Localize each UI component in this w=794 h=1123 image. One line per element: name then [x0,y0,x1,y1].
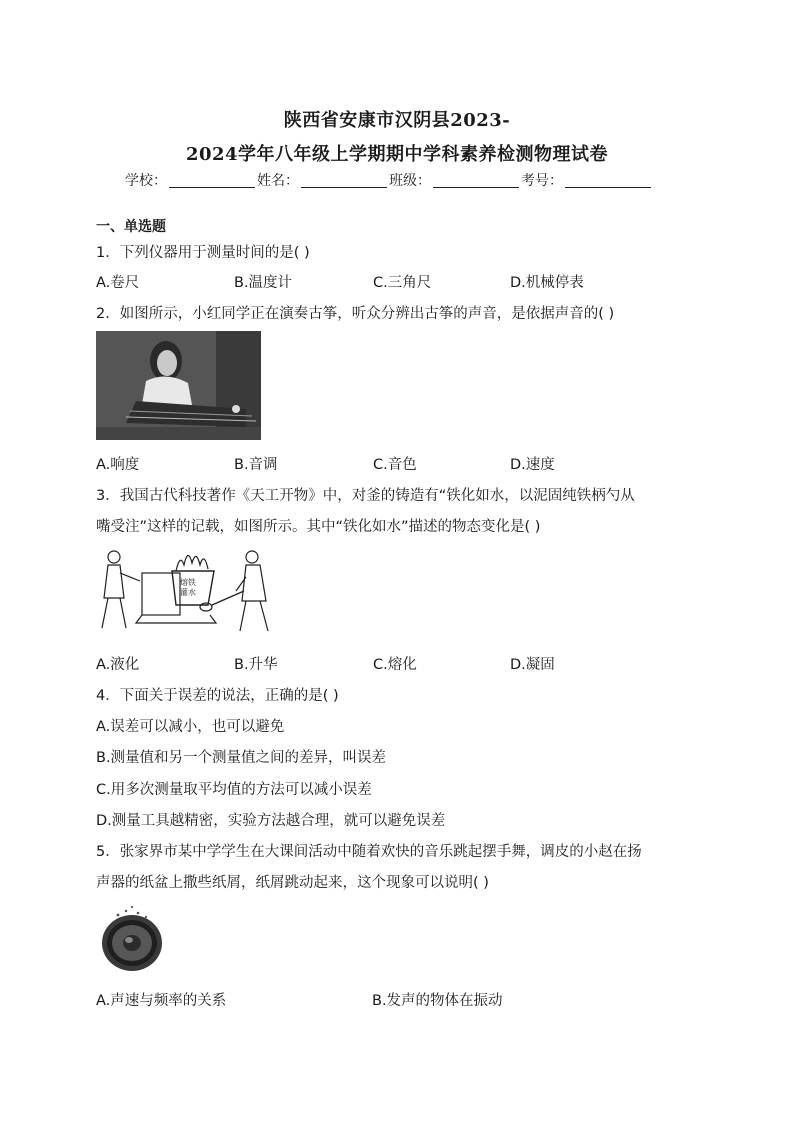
furnace-label-2: 灌水 [180,588,196,597]
question-1-stem: 1．下列仪器用于测量时间的是( ) [96,245,310,261]
exam-number-blank[interactable] [565,187,651,188]
question-4-stem: 4．下面关于误差的说法，正确的是( ) [96,688,339,704]
section-title: 一、单选题 [96,219,166,235]
q3-option-b[interactable]: B.升华 [234,657,278,673]
q2-option-a[interactable]: A.响度 [96,457,140,473]
guzheng-player-photo [96,331,261,440]
class-field[interactable]: 班级： [389,170,521,190]
q5-option-b[interactable]: B.发声的物体在振动 [372,993,503,1009]
q3-option-a[interactable]: A.液化 [96,657,140,673]
question-5-stem-line1: 5．张家界市某中学学生在大课间活动中随着欢快的音乐跳起摆手舞，调皮的小赵在扬 [96,844,642,860]
question-3-stem-line2: 嘴受注”这样的记载，如图所示。其中“铁化如水”描述的物态变化是( ) [96,519,541,535]
q1-option-c[interactable]: C.三角尺 [373,275,432,291]
q4-option-d[interactable]: D.测量工具越精密，实验方法越合理，就可以避免误差 [96,813,446,829]
q4-option-a[interactable]: A.误差可以减小，也可以避免 [96,719,285,735]
tiangong-kaiwu-casting-illustration [96,543,278,638]
q5-option-a[interactable]: A.声速与频率的关系 [96,993,227,1009]
q4-option-b[interactable]: B.测量值和另一个测量值之间的差异，叫误差 [96,750,387,766]
exam-title-line2: 2024学年八年级上学期期中学科素养检测物理试卷 [185,144,609,165]
question-2-stem: 2．如图所示，小红同学正在演奏古筝，听众分辨出古筝的声音，是依据声音的( ) [96,306,615,322]
question-3-stem-line1: 3．我国古代科技著作《天工开物》中，对釜的铸造有“铁化如水，以泥固纯铁柄勺从 [96,488,635,504]
school-field[interactable]: 学校： [125,170,257,190]
student-info-row [125,170,685,190]
school-blank[interactable] [169,187,255,188]
q1-option-d[interactable]: D.机械停表 [510,275,584,291]
q2-option-b[interactable]: B.音调 [234,457,278,473]
q3-option-d[interactable]: D.凝固 [510,657,555,673]
q4-option-c[interactable]: C.用多次测量取平均值的方法可以减小误差 [96,782,372,798]
loudspeaker-image [98,903,166,975]
name-field[interactable]: 姓名： [257,170,389,190]
name-blank[interactable] [301,187,387,188]
q1-option-a[interactable]: A.卷尺 [96,275,140,291]
exam-number-field[interactable]: 考号： [521,170,653,190]
question-5-stem-line2: 声器的纸盆上撒些纸屑，纸屑跳动起来，这个现象可以说明( ) [96,875,489,891]
furnace-label-1: 熔铁 [180,578,196,587]
class-blank[interactable] [433,187,519,188]
q1-option-b[interactable]: B.温度计 [234,275,293,291]
q3-option-c[interactable]: C.熔化 [373,657,417,673]
exam-title-line1: 陕西省安康市汉阴县2023- [283,110,511,131]
q2-option-d[interactable]: D.速度 [510,457,555,473]
q2-option-c[interactable]: C.音色 [373,457,417,473]
